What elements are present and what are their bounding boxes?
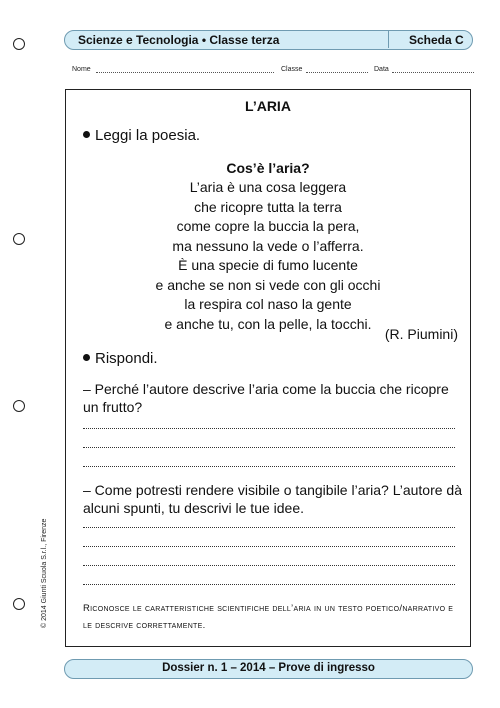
poem-line: come copre la buccia la pera, xyxy=(176,218,360,234)
binder-hole-upper xyxy=(13,233,25,245)
subject-title: Scienze e Tecnologia • Classe terza xyxy=(78,33,280,47)
class-label: Classe xyxy=(281,66,303,73)
poem-author: (R. Piumini) xyxy=(384,326,458,342)
poem-line: ma nessuno la vede o l’afferra. xyxy=(172,237,364,254)
poem-title: Cos’è l’aria? xyxy=(226,160,310,176)
answer-line[interactable] xyxy=(83,546,455,547)
binder-hole-top xyxy=(13,38,25,50)
poem-line: e anche se non si vede con gli occhi xyxy=(155,276,381,293)
question-2: – Come potresti rendere visibile o tangibile l’aria? L’autore dà alcuni spunti, tu descrivi le tue idee. xyxy=(83,482,462,516)
instruction-answer-text: Rispondi. xyxy=(95,350,158,367)
worksheet-box xyxy=(65,89,471,647)
poem-line: È una specie di fumo lucente xyxy=(178,257,358,273)
header-band xyxy=(64,30,473,50)
binder-hole-bottom xyxy=(13,598,25,610)
instruction-read xyxy=(83,127,200,144)
poem-line: L’aria è una cosa leggera xyxy=(189,179,347,195)
binder-hole-lower xyxy=(13,400,25,412)
header-divider xyxy=(388,31,389,48)
footer-band: Dossier n. 1 – 2014 – Prove di ingresso xyxy=(64,659,473,679)
scheda-label: Scheda C xyxy=(409,33,464,47)
bullet-icon xyxy=(83,354,90,361)
answer-line[interactable] xyxy=(83,428,455,429)
instruction-answer xyxy=(83,350,158,367)
question-1: – Perché l’autore descrive l’aria come la buccia che ricopre un frutto? xyxy=(83,381,449,415)
name-field[interactable] xyxy=(96,72,274,73)
instruction-read-text: Leggi la poesia. xyxy=(95,127,201,144)
poem-line: che ricopre tutta la terra xyxy=(194,198,342,215)
date-label: Data xyxy=(374,66,389,73)
answer-line[interactable] xyxy=(83,447,455,448)
poem xyxy=(66,178,470,334)
poem-line: e anche tu, con la pelle, la tocchi. xyxy=(164,315,372,332)
poem-line: la respira col naso la gente xyxy=(184,296,352,312)
class-field[interactable] xyxy=(306,72,368,73)
learning-objective: Riconosce le caratteristiche scientifiche dell’aria in un testo poetico/narrativo e le descrive correttamente. xyxy=(83,603,454,631)
date-field[interactable] xyxy=(392,72,474,73)
page-title: L’ARIA xyxy=(245,98,291,114)
answer-line[interactable] xyxy=(83,466,455,467)
copyright-notice: © 2014 Giunti Scuola S.r.l., Firenze xyxy=(41,518,48,628)
name-label: Nome xyxy=(72,66,91,73)
answer-line[interactable] xyxy=(83,565,455,566)
answer-line[interactable] xyxy=(83,527,455,528)
student-fields xyxy=(72,66,472,78)
answer-line[interactable] xyxy=(83,584,455,585)
bullet-icon xyxy=(83,131,90,138)
